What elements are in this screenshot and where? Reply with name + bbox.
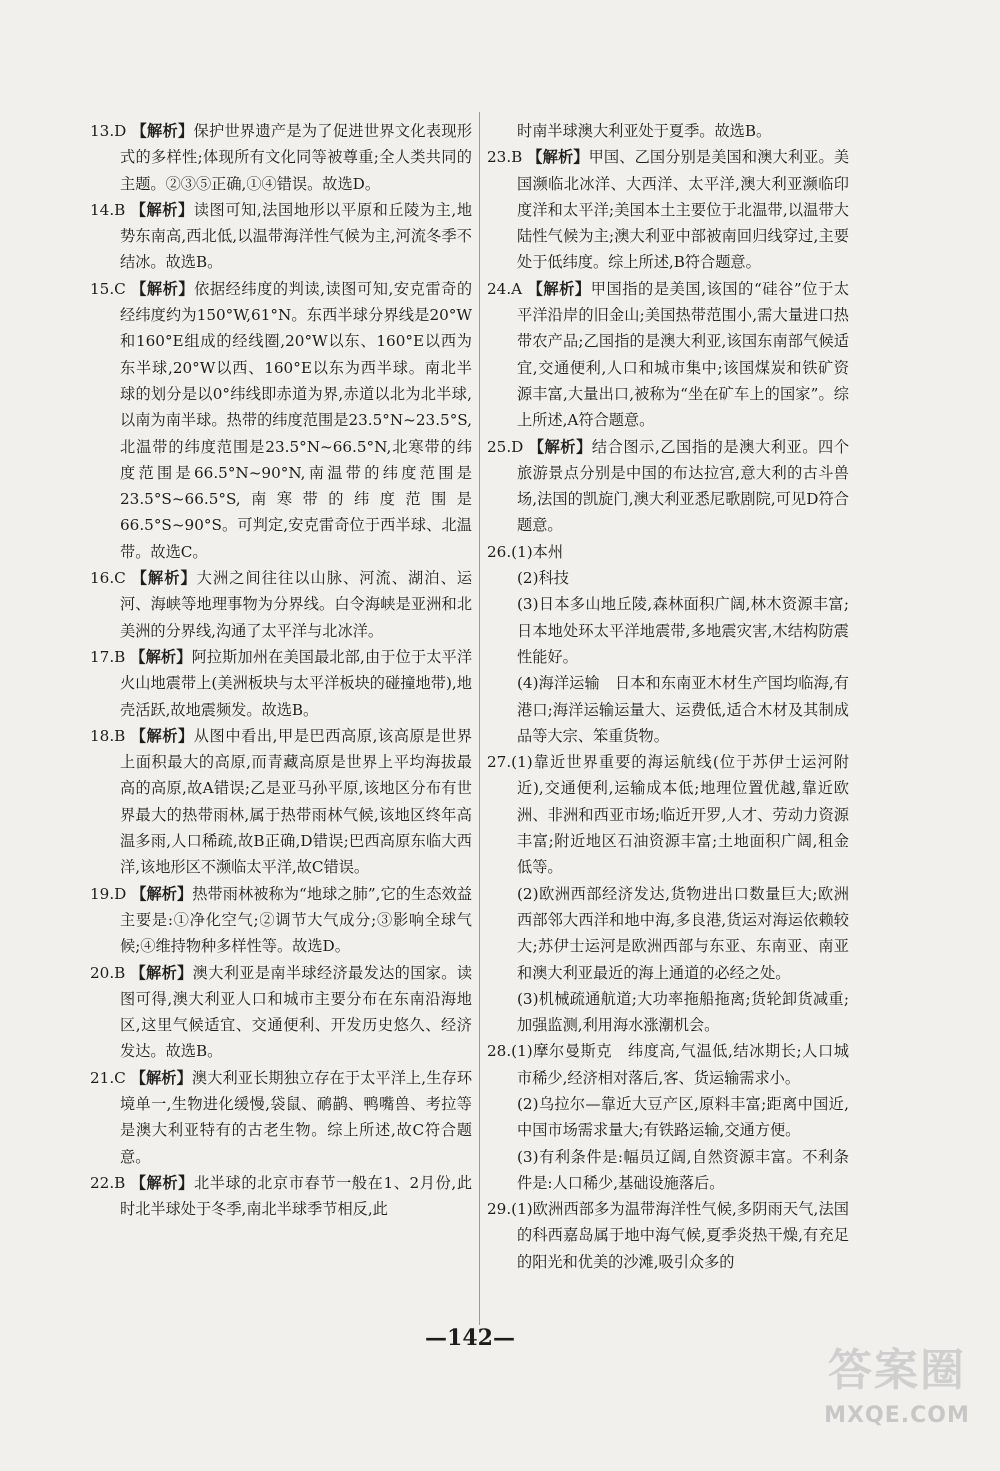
answer-entry	[90, 197, 472, 276]
analysis-text: 依据经纬度的判读,读图可知,安克雷奇的经纬度约为150°W,61°N。东西半球分界线是20°W和160°E组成的经线圈,20°W以东、160°E以西为东半球,20°W以西、160°E以东为西半球。南北半球的划分是以0°纬线即赤道为界,赤道以北为北半球,以南为南半球。热带的纬度范围是23.5°N~23.5°S,北温带的纬度范围是23.5°N~66.5°N,北寒带的纬度范围是66.5°N~90°N,南温带的纬度范围是23.5°S~66.5°S,南寒带的纬度范围是66.5°S~90°S。可判定,安克雷奇位于西半球、北温带。故选C。	[120, 279, 473, 561]
answer-text	[90, 565, 472, 644]
analysis-text: 大洲之间往往以山脉、河流、湖泊、运河、海峡等地理事物为分界线。白令海峡是亚洲和北美洲的分界线,沟通了太平洋与北冰洋。	[120, 569, 473, 640]
answer-entry	[487, 1038, 849, 1196]
answer-entry	[90, 644, 472, 723]
answer-text	[90, 1170, 472, 1223]
answer-letter: B	[114, 200, 126, 219]
answer-text	[90, 723, 472, 881]
question-number: 21.	[90, 1068, 115, 1087]
answer-entry	[487, 434, 849, 539]
analysis-text: 保护世界遗产是为了促进世界文化表现形式的多样性;体现所有文化同等被尊重;全人类共同的主题。②③⑤正确,①④错误。故选D。	[120, 122, 473, 193]
answer-letter: C	[114, 569, 126, 588]
analysis-tag: 【解析】	[527, 148, 589, 167]
question-number: 28.	[487, 1042, 512, 1061]
question-number: 15.	[90, 279, 115, 298]
answer-text	[487, 1196, 849, 1275]
answer-entry	[90, 723, 472, 881]
analysis-tag: 【解析】	[527, 279, 591, 298]
analysis-tag: 【解析】	[131, 569, 197, 588]
analysis-tag: 【解析】	[528, 437, 592, 456]
answer-text	[487, 434, 849, 539]
page-number: —142—	[425, 1325, 515, 1351]
analysis-text: (1)摩尔曼斯克 纬度高,气温低,结冰期长;人口城市稀少,经济相对落后,客、货运输需求小。	[511, 1042, 849, 1087]
answer-text	[90, 881, 472, 960]
analysis-tag: 【解析】	[131, 279, 195, 298]
answer-text	[487, 539, 849, 565]
question-number: 14.	[90, 200, 115, 219]
analysis-text: 澳大利亚长期独立存在于太平洋上,生存环境单一,生物进化缓慢,袋鼠、鸸鹋、鸭嘴兽、考拉等是澳大利亚特有的古老生物。综上所述,故C符合题意。	[120, 1068, 473, 1166]
analysis-tag: 【解析】	[131, 122, 194, 140]
answer-entry	[90, 276, 472, 565]
answer-entry	[487, 144, 849, 275]
answer-letter: D	[114, 122, 127, 140]
answer-text	[90, 644, 472, 723]
analysis-tag: 【解析】	[130, 1068, 192, 1087]
right-column	[487, 118, 849, 1275]
analysis-text: 读图可知,法国地形以平原和丘陵为主,地势东南高,西北低,以温带海洋性气候为主,河流冬季不结冰。故选B。	[120, 200, 473, 272]
analysis-text: (1)欧洲西部多为温带海洋性气候,多阴雨天气,法国的科西嘉岛属于地中海气候,夏季炎热干燥,有充足的阳光和优美的沙滩,吸引众多的	[511, 1200, 849, 1271]
analysis-text: 北半球的北京市春节一般在1、2月份,此时北半球处于冬季,南北半球季节相反,此	[120, 1173, 473, 1219]
question-number: 24.	[487, 279, 512, 298]
sub-answer: (3)日本多山地丘陵,森林面积广阔,林木资源丰富;日本地处环太平洋地震带,多地震灾害,木结构防震性能好。	[517, 595, 849, 666]
question-number: 27.	[487, 753, 512, 772]
answer-letter: B	[511, 148, 523, 167]
answer-entry	[90, 565, 472, 644]
sub-answer: (3)机械疏通航道;大功率拖船拖离;货轮卸货减重;加强监测,利用海水涨潮机会。	[517, 989, 849, 1035]
analysis-text: (1)本州	[511, 542, 564, 561]
answer-letter: D	[511, 437, 524, 456]
watermark-url: MXQE.COM	[824, 1403, 970, 1428]
answer-letter: D	[114, 884, 127, 903]
question-number: 18.	[90, 726, 115, 745]
left-column	[90, 118, 472, 1222]
analysis-text: 时南半球澳大利亚处于夏季。故选B。	[517, 122, 772, 140]
analysis-text: 阿拉斯加州在美国最北部,由于位于太平洋火山地震带上(美洲板块与太平洋板块的碰撞地带),地壳活跃,故地震频发。故选B。	[120, 647, 473, 719]
answer-text	[487, 1038, 849, 1091]
answer-letter: B	[114, 1173, 126, 1192]
sub-answer: (2)乌拉尔—靠近大豆产区,原料丰富;距离中国近,中国市场需求量大;有铁路运输,交通方便。	[517, 1094, 849, 1140]
answer-entry	[487, 276, 849, 434]
analysis-tag: 【解析】	[131, 884, 193, 903]
sub-answer: (2)科技	[517, 569, 569, 588]
question-number: 29.	[487, 1200, 512, 1219]
watermark-text: 答案圈	[828, 1345, 966, 1396]
question-number: 23.	[487, 148, 512, 167]
question-number: 19.	[90, 884, 115, 903]
answer-entry	[90, 881, 472, 960]
question-number: 17.	[90, 647, 115, 666]
analysis-text: 结合图示,乙国指的是澳大利亚。四个旅游景点分别是中国的布达拉宫,意大利的古斗兽场,法国的凯旋门,澳大利亚悉尼歌剧院,可见D符合题意。	[517, 437, 850, 535]
answer-text	[90, 960, 472, 1065]
question-number: 20.	[90, 963, 115, 982]
question-number: 22.	[90, 1173, 115, 1192]
analysis-text: 从图中看出,甲是巴西高原,该高原是世界上面积最大的高原,而青藏高原是世界上平均海拔最高的高原,故A错误;乙是亚马孙平原,该地区分布有世界最大的热带雨林,属于热带雨林气候,该地区终年高温多雨,人口稀疏,故B正确,D错误;巴西高原东临大西洋,该地形区不濒临太平洋,故C错误。	[120, 726, 473, 877]
answer-entry	[487, 1196, 849, 1275]
question-number: 16.	[90, 569, 115, 588]
answer-text	[487, 276, 849, 434]
analysis-text: 澳大利亚是南半球经济最发达的国家。读图可得,澳大利亚人口和城市主要分布在东南沿海地区,这里气候适宜、交通便利、开发历史悠久、经济发达。故选B。	[120, 963, 473, 1061]
analysis-text: 甲国、乙国分别是美国和澳大利亚。美国濒临北冰洋、大西洋、太平洋,澳大利亚濒临印度洋和太平洋;美国本土主要位于北温带,以温带大陆性气候为主;澳大利亚中部被南回归线穿过,主要处于低纬度。综上所述,B符合题意。	[517, 148, 850, 272]
sub-answer: (4)海洋运输 日本和东南亚木材生产国均临海,有港口;海洋运输运量大、运费低,适合木材及其制成品等大宗、笨重货物。	[517, 674, 849, 745]
answer-text	[487, 144, 849, 275]
answer-entry	[90, 1170, 472, 1223]
answer-entry	[90, 960, 472, 1065]
question-number: 26.	[487, 542, 512, 561]
sub-answer: (2)欧洲西部经济发达,货物进出口数量巨大;欧洲西部邻大西洋和地中海,多良港,货运对海运依赖较大;苏伊士运河是欧洲西部与东亚、东南亚、南亚和澳大利亚最近的海上通道的必经之处。	[517, 884, 849, 982]
column-divider	[479, 112, 480, 1325]
analysis-tag: 【解析】	[130, 726, 194, 745]
answer-text	[90, 118, 472, 197]
question-number: 25.	[487, 437, 512, 456]
analysis-text: (1)靠近世界重要的海运航线(位于苏伊士运河附近),交通便利,运输成本低;地理位置优越,靠近欧洲、非洲和西亚市场;临近开罗,人才、劳动力资源丰富;附近地区石油资源丰富;土地面积广阔,租金低等。	[511, 753, 849, 877]
analysis-tag: 【解析】	[130, 200, 194, 219]
answer-entry	[487, 749, 849, 1038]
question-number: 13.	[90, 122, 115, 140]
answer-letter: A	[511, 279, 523, 298]
analysis-tag: 【解析】	[130, 647, 192, 666]
watermark-logo	[822, 1339, 972, 1447]
analysis-text: 甲国指的是美国,该国的“硅谷”位于太平洋沿岸的旧金山;美国热带范围小,需大量进口热带农产品;乙国指的是澳大利亚,该国东南部气候适宜,交通便利,人口和城市集中;该国煤炭和铁矿资源丰富,大量出口,被称为“坐在矿车上的国家”。综上所述,A符合题意。	[517, 279, 850, 430]
answer-text	[90, 1065, 472, 1170]
answer-letter: B	[114, 963, 126, 982]
analysis-text: 热带雨林被称为“地球之肺”,它的生态效益主要是:①净化空气;②调节大气成分;③影响全球气候;④维持物种多样性等。故选D。	[120, 884, 473, 956]
sub-answer: (3)有利条件是:幅员辽阔,自然资源丰富。不利条件是:人口稀少,基础设施落后。	[517, 1147, 849, 1192]
analysis-tag: 【解析】	[130, 963, 193, 982]
answer-text	[90, 276, 472, 565]
answer-entry	[487, 539, 849, 749]
answer-letter: B	[114, 647, 126, 666]
answer-entry	[90, 1065, 472, 1170]
answer-text	[487, 118, 849, 144]
answer-letter: B	[114, 726, 126, 745]
analysis-tag: 【解析】	[130, 1173, 194, 1192]
answer-entry	[487, 118, 849, 144]
answer-text	[90, 197, 472, 276]
answer-letter: C	[114, 279, 126, 298]
answer-entry	[90, 118, 472, 197]
answer-letter: C	[114, 1068, 126, 1087]
answer-text	[487, 749, 849, 880]
